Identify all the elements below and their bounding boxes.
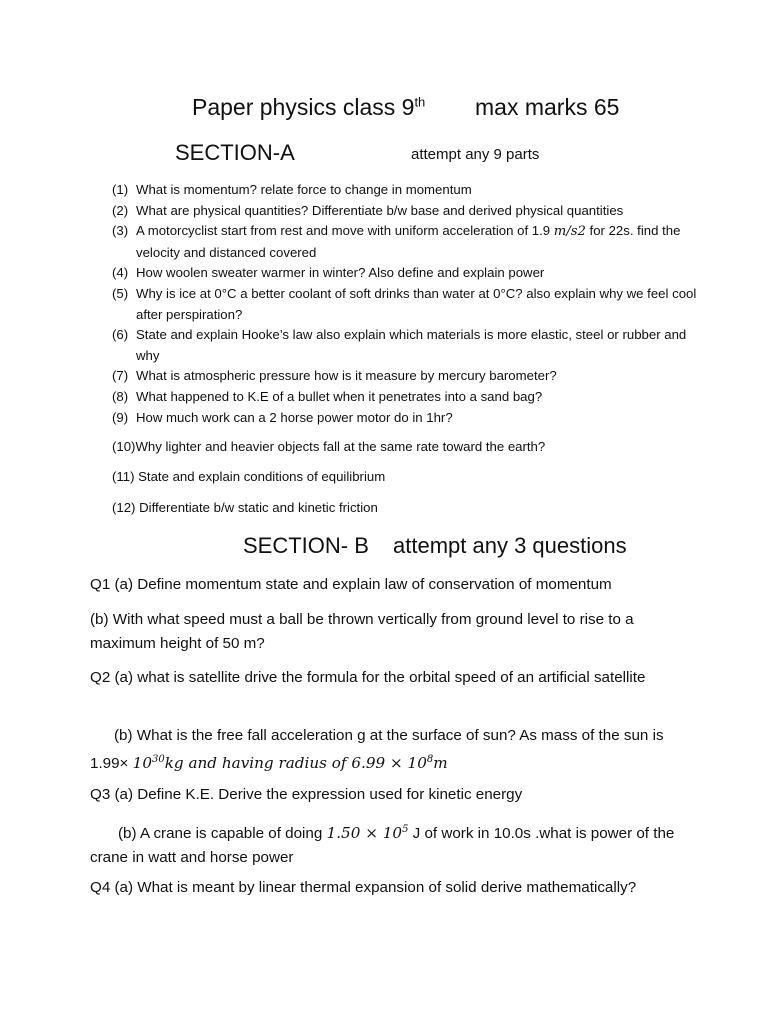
item-number: (6) [112, 327, 129, 343]
list-item [112, 180, 712, 201]
list-item-12: (12) Differentiate b/w static and kinetic friction [112, 500, 378, 515]
item-number: (4) [112, 265, 129, 281]
question-q3b [90, 818, 690, 869]
item-number: (8) [112, 388, 129, 404]
q2b-math: kg and having radius of [164, 753, 352, 772]
section-b-note: attempt any 3 questions [393, 533, 627, 558]
list-item [112, 263, 712, 284]
q2b-math: 6.99 × 10 [351, 753, 427, 772]
q2b-exponent: 30 [151, 753, 165, 765]
question-q1b: (b) With what speed must a ball be thrown vertically from ground level to rise to a maximum height of 50 m? [90, 611, 634, 652]
item-text: What happened to K.E of a bullet when it penetrates into a sand bag? [136, 388, 543, 404]
list-item [112, 221, 712, 263]
list-item [112, 325, 712, 366]
item-text: What is atmospheric pressure how is it measure by mercury barometer? [136, 368, 557, 384]
q3b-text: J of work in 10.0s .what is power of the crane in watt and horse power [90, 825, 675, 866]
list-item [112, 366, 712, 387]
question-q2a: Q2 (a) what is satellite drive the formula for the orbital speed of an artificial satellite [90, 669, 646, 686]
item-text: How much work can a 2 horse power motor do in 1hr? [136, 409, 453, 425]
section-b-heading: SECTION- B [243, 533, 369, 558]
item-number: (1) [112, 182, 129, 197]
item-number: (2) [112, 202, 129, 218]
paper-title-sup: th [414, 94, 426, 110]
question-q2b [90, 724, 690, 775]
item-text: What are physical quantities? Differentiate b/w base and derived physical quantities [136, 202, 624, 218]
q2b-text: (b) What is the free fall acceleration g at the surface of sun? As mass of the sun is 1.99× [90, 727, 664, 772]
q2b-exponent: 8 [426, 753, 434, 765]
item-number: (5) [112, 285, 129, 301]
question-q1a: Q1 (a) Define momentum state and explain law of conservation of momentum [90, 576, 612, 593]
paper-title-text: Paper physics class 9 [192, 94, 415, 120]
list-item-10: (10)Why lighter and heavier objects fall at the same rate toward the earth? [112, 439, 546, 454]
q2b-math: 10 [132, 753, 152, 772]
item-text: Why is ice at 0°C a better coolant of soft drinks than water at 0°C? also explain why we feel cool after perspiration? [136, 285, 697, 322]
list-item [112, 284, 712, 325]
item-math: m/s2 [553, 224, 586, 240]
max-marks: max marks 65 [475, 94, 620, 120]
list-item-11: (11) State and explain conditions of equilibrium [112, 469, 386, 484]
section-a-heading: SECTION-A [175, 140, 295, 165]
item-text [136, 221, 712, 263]
item-text: How woolen sweater warmer in winter? Also define and explain power [136, 265, 545, 281]
item-text-part: A motorcyclist start from rest and move with uniform acceleration of 1.9 [136, 223, 554, 239]
q2b-math: m [433, 753, 448, 772]
item-text: What is momentum? relate force to change in momentum [136, 182, 472, 197]
item-number: (9) [112, 409, 129, 425]
list-item [112, 387, 712, 408]
item-number: (3) [112, 223, 129, 239]
list-item [112, 201, 712, 222]
q3b-text: (b) A crane is capable of doing [118, 825, 327, 843]
section-a-list [112, 180, 712, 428]
item-text-part: for 22s. find the velocity and distanced covered [136, 223, 681, 260]
q3b-math: 1.50 × 10 [326, 824, 403, 843]
list-item [112, 408, 712, 429]
question-q3a: Q3 (a) Define K.E. Derive the expression used for kinetic energy [90, 786, 523, 803]
q3b-exponent: 5 [402, 824, 409, 835]
section-a-note: attempt any 9 parts [411, 146, 540, 163]
item-number: (7) [112, 368, 129, 384]
item-text: State and explain Hooke’s law also explain which materials is more elastic, steel or rubber and why [136, 327, 687, 363]
paper-title [192, 94, 425, 121]
question-q4a: Q4 (a) What is meant by linear thermal expansion of solid derive mathematically? [90, 879, 637, 896]
